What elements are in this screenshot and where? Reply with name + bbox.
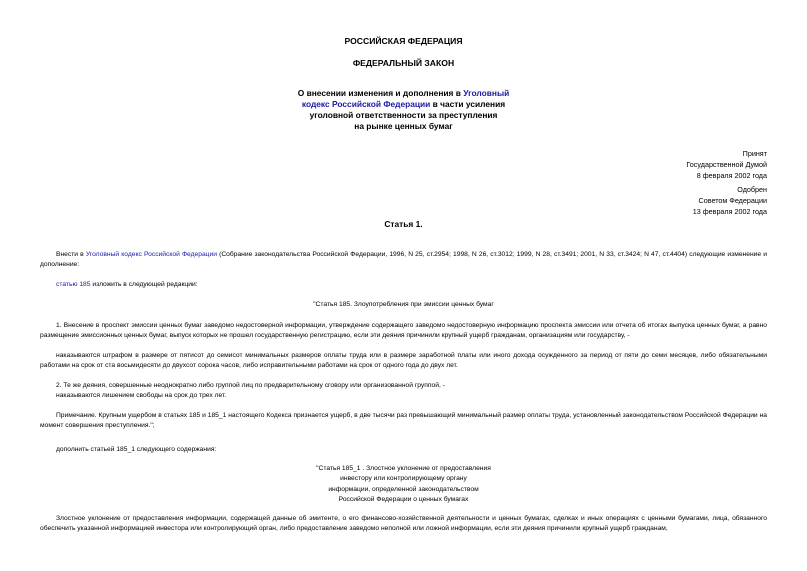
article-185-1-heading <box>0 464 807 506</box>
country-heading: РОССИЙСКАЯ ФЕДЕРАЦИЯ <box>344 36 463 46</box>
article-185-part-2 <box>56 381 445 402</box>
article-heading: Статья 1. <box>384 219 423 229</box>
criminal-code-link-cont[interactable]: кодекс Российской Федерации <box>301 99 431 109</box>
article-185-1-line-2: инвестору или контролирующему органу <box>340 475 467 483</box>
part-2-line-2: наказываются лишением свободы на срок до трех лет. <box>56 392 227 400</box>
article-185-1-line-3: информации, определенной законодательством <box>328 485 479 493</box>
title-pre-text: О внесении изменения и дополнения в <box>297 88 464 98</box>
article-185-link[interactable]: статью 185 <box>56 281 91 288</box>
p2-post: изложить в следующей редакции: <box>90 281 198 288</box>
article-185-part-1: 1. Внесение в проспект эмиссии ценных бумаг заведомо недостоверной информации, утверждение содержащего заведомо недостоверную информацию проспекта эмиссии или отчета об итогах выпуска ценных бумаг, а равно размещение эмиссионных ценных бумаг, выпуск которых не прошел государственную регистрацию, если эти деяния причинили крупный ущерб гражданам, организациям или государству, - <box>40 322 767 340</box>
title-line-4: на рынке ценных бумаг <box>354 121 453 131</box>
article-185-penalty-1: наказываются штрафом в размере от пятисот до семисот минимальных размеров оплаты труда или в размере заработной платы или иного дохода осужденного за период от пяти до семи месяцев, либо обязательными работами на срок от ста восьмидесяти до двухсот сорока часов, либо исправительными работами на срок от одного года до двух лет. <box>40 352 767 370</box>
duma-body: Государственной Думой <box>686 160 767 169</box>
title-line-2 <box>0 99 807 110</box>
law-type-heading: ФЕДЕРАЛЬНЫЙ ЗАКОН <box>352 58 455 68</box>
p1-post: (Собрание законодательства Российской Федерации, 1996, N 25, ст.2954; 1998, N 26, ст.3012; 1999, N 28, ст.3491; 2001, N 33, ст.3424; N 47, ст.4404) следующие изменение и дополнение: <box>40 251 767 269</box>
paragraph-article-185-instruction <box>56 280 198 290</box>
title-line-3: уголовной ответственности за преступления <box>309 110 498 120</box>
p1-pre: Внести в <box>56 251 86 258</box>
criminal-code-body-link[interactable]: Уголовный кодекс Российской Федерации <box>85 251 217 258</box>
article-185-1-line-4: Российской Федерации о ценных бумагах <box>338 496 469 504</box>
law-title <box>0 88 807 132</box>
article-185-note: Примечание. Крупным ущербом в статьях 185 и 185_1 настоящего Кодекса признается ущерб, в две тысячи раз превышающий минимальный размер оплаты труда, установленный законодательством Российской Федерации на момент совершения преступления."; <box>40 412 767 430</box>
duma-status: Принят <box>742 149 767 158</box>
article-185-1-text: Злостное уклонение от предоставления информации, содержащей данные об эмитенте, о его финансово-хозяйственной деятельности и ценных бумагах, сделках и иных операциях с ценными бумагами, лица, обязанного обеспечить указанной информацией инвестора или контролирующий орган, либо предоставление заведомо неполной или ложной информации, если эти деяния причинили крупный ущерб гражданам, <box>40 515 767 533</box>
duma-adoption <box>686 148 767 181</box>
criminal-code-link[interactable]: Уголовный <box>463 88 510 98</box>
title-line-1 <box>0 88 807 99</box>
article-185-1-line-1: "Статья 185_1 . Злостное уклонение от предоставления <box>316 465 491 472</box>
council-approval <box>693 184 767 217</box>
add-article-instruction: дополнить статьей 185_1 следующего содержания: <box>56 446 217 453</box>
duma-date: 8 февраля 2002 года <box>696 171 767 180</box>
title-post-text: в части усиления <box>430 99 506 109</box>
article-185-heading: "Статья 185. Злоупотребления при эмиссии ценных бумаг <box>313 301 494 308</box>
paragraph-amendment-intro <box>40 250 767 271</box>
part-2-line-1: 2. Те же деяния, совершенные неоднократно либо группой лиц по предварительному сговору или организованной группой, - <box>56 382 445 389</box>
council-status: Одобрен <box>737 185 767 194</box>
council-body: Советом Федерации <box>698 196 767 205</box>
council-date: 13 февраля 2002 года <box>692 207 767 216</box>
